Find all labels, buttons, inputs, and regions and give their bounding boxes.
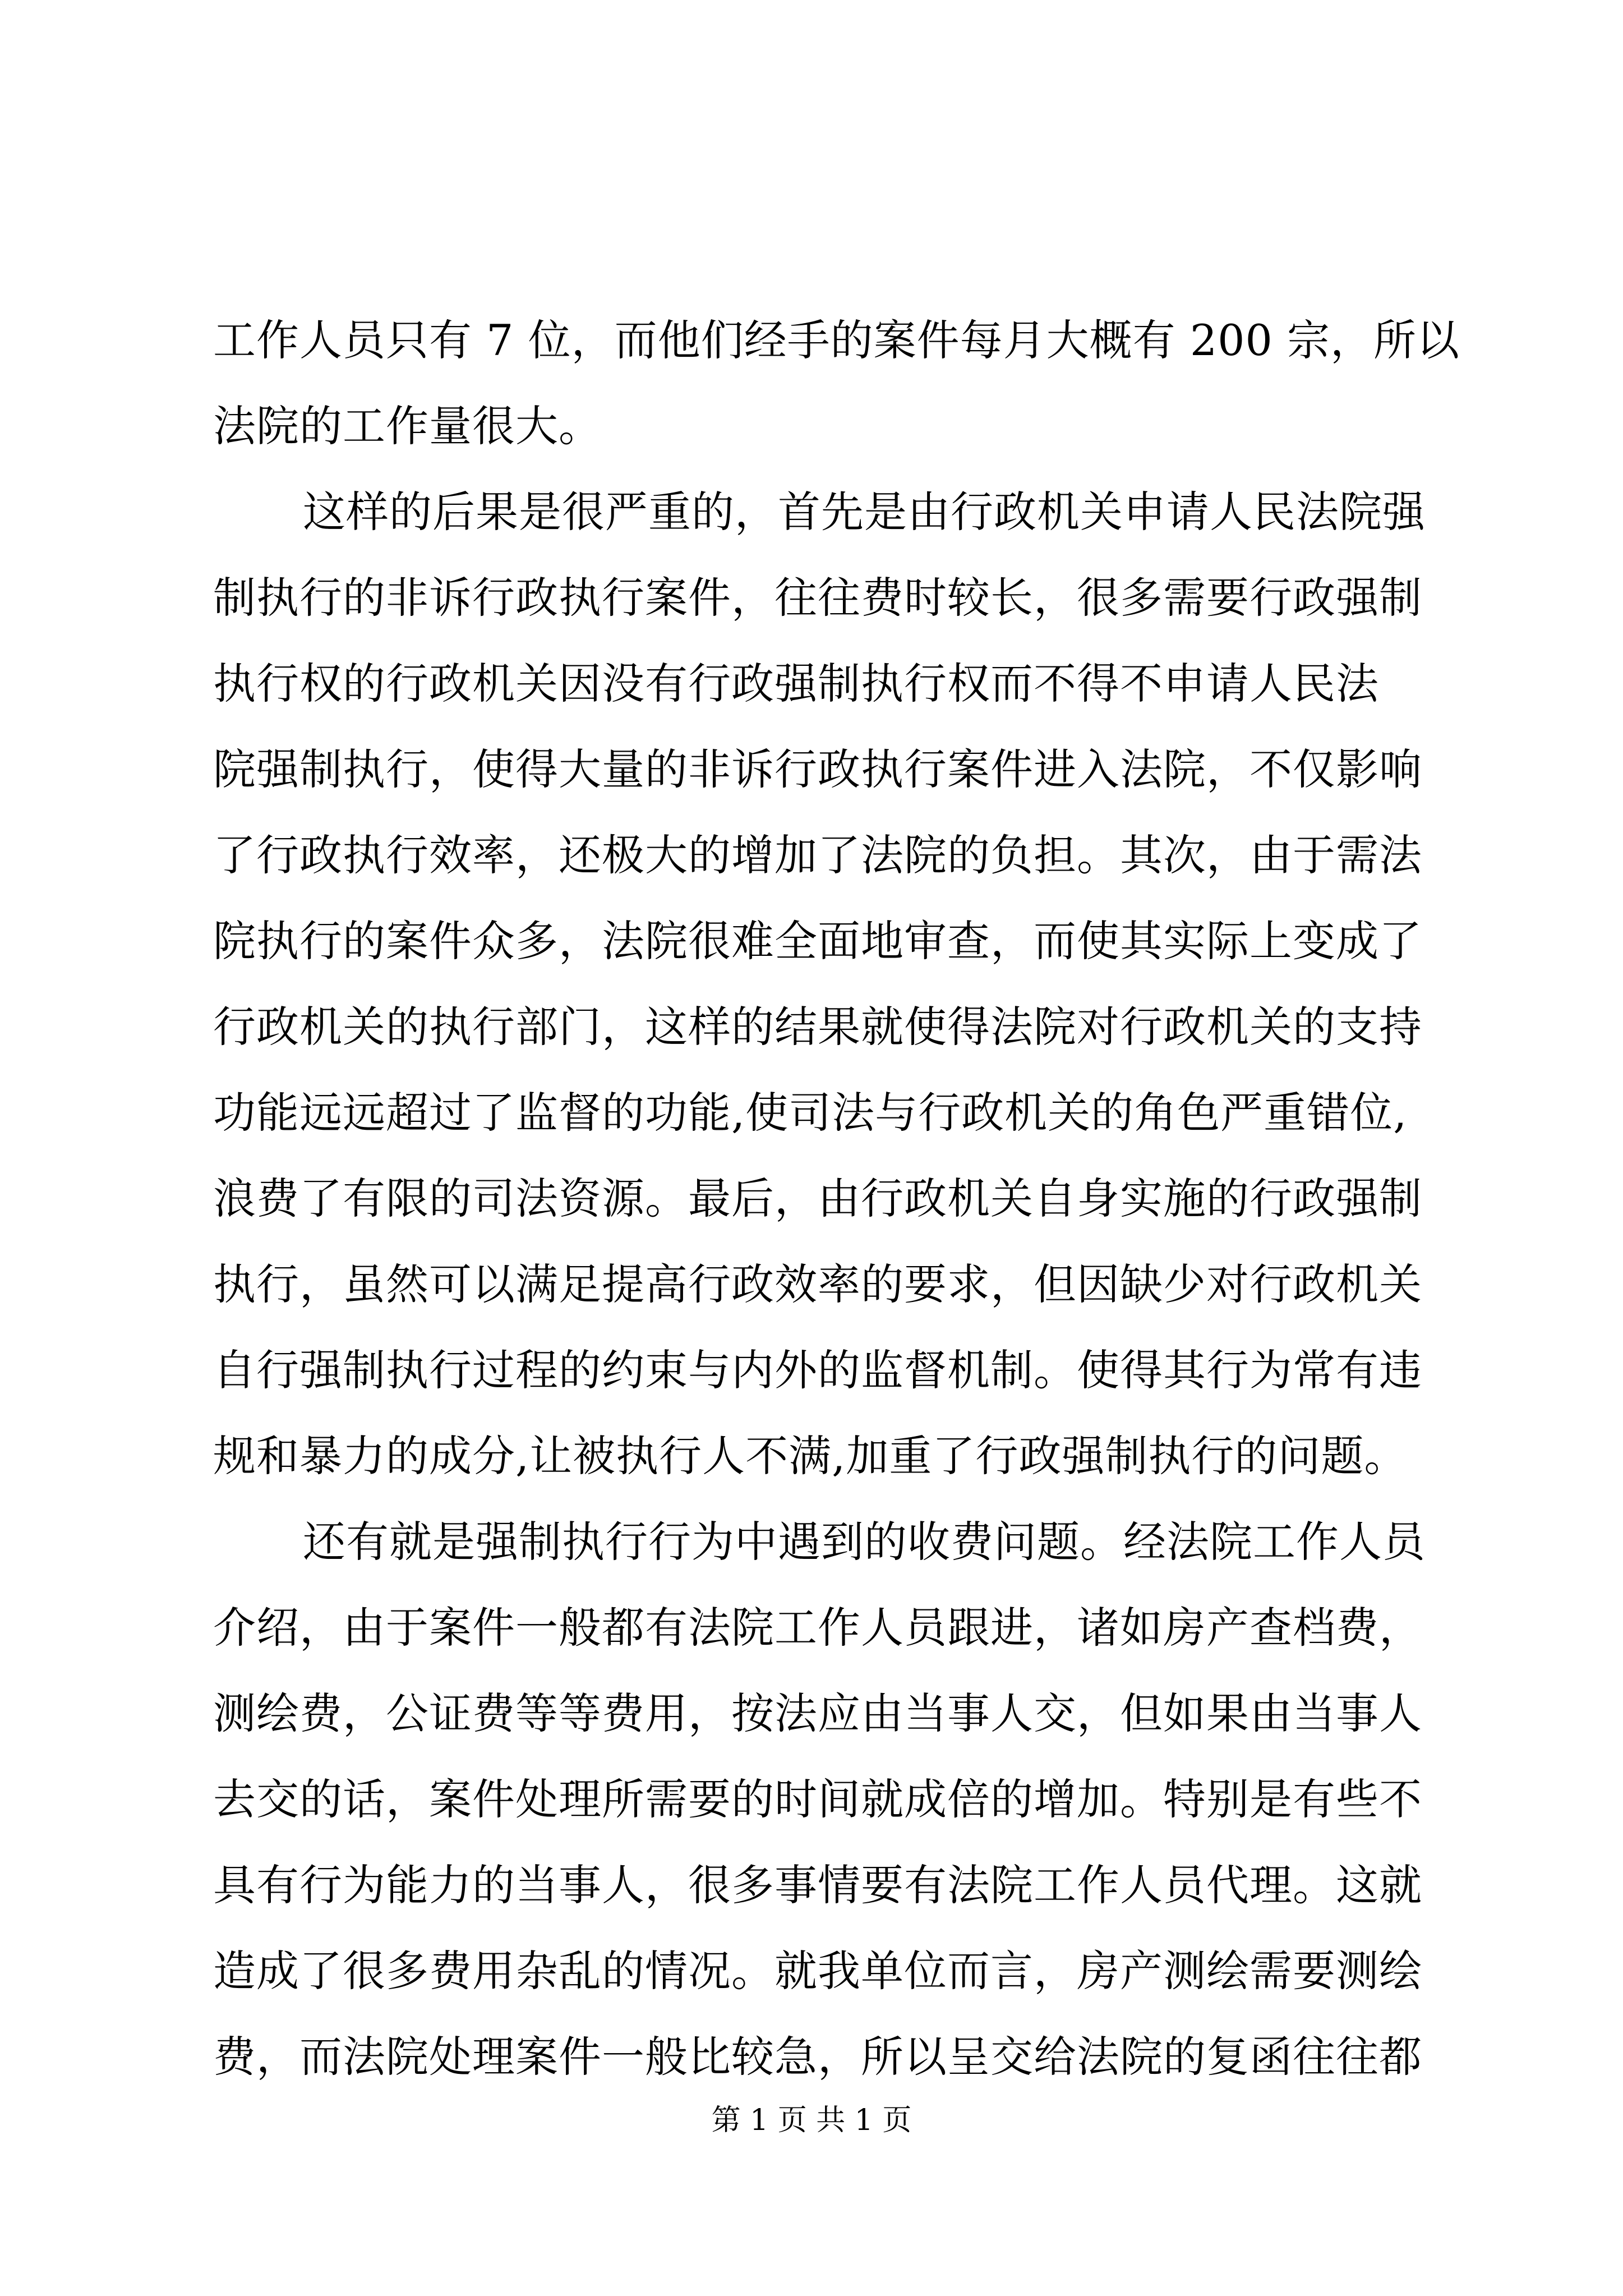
text-line: 工作人员只有 7 位，而他们经手的案件每月大概有 200 宗，所以 bbox=[213, 315, 1460, 365]
text-line: 造成了很多费用杂乱的情况。就我单位而言，房产测绘需要测绘 bbox=[213, 1946, 1422, 1996]
text-line: 执行权的行政机关因没有行政强制执行权而不得不申请人民法 bbox=[213, 659, 1379, 708]
text-line: 测绘费，公证费等等费用，按法应由当事人交，但如果由当事人 bbox=[213, 1688, 1422, 1738]
text-line: 去交的话，案件处理所需要的时间就成倍的增加。特别是有些不 bbox=[213, 1774, 1422, 1824]
text-line: 行政机关的执行部门，这样的结果就使得法院对行政机关的支持 bbox=[213, 1002, 1422, 1052]
text-line: 执行，虽然可以满足提高行政效率的要求，但因缺少对行政机关 bbox=[213, 1259, 1422, 1309]
page-footer: 第 1 页 共 1 页 bbox=[711, 2104, 912, 2137]
text-line: 院强制执行，使得大量的非诉行政执行案件进入法院，不仅影响 bbox=[213, 744, 1422, 794]
text-line: 介绍，由于案件一般都有法院工作人员跟进，诸如房产查档费， bbox=[213, 1603, 1422, 1653]
text-line: 这样的后果是很严重的，首先是由行政机关申请人民法院强 bbox=[303, 487, 1426, 537]
text-line: 还有就是强制执行行为中遇到的收费问题。经法院工作人员 bbox=[303, 1517, 1426, 1567]
document-body bbox=[213, 297, 1460, 2100]
text-line: 功能远远超过了监督的功能,使司法与行政机关的角色严重错位, bbox=[213, 1088, 1408, 1138]
text-line: 浪费了有限的司法资源。最后，由行政机关自身实施的行政强制 bbox=[213, 1174, 1422, 1223]
paragraph-1 bbox=[213, 297, 1460, 469]
text-line: 法院的工作量很大。 bbox=[213, 401, 602, 451]
text-line: 院执行的案件众多，法院很难全面地审查，而使其实际上变成了 bbox=[213, 916, 1422, 966]
text-line: 具有行为能力的当事人，很多事情要有法院工作人员代理。这就 bbox=[213, 1860, 1422, 1910]
text-line: 规和暴力的成分,让被执行人不满,加重了行政强制执行的问题。 bbox=[213, 1431, 1408, 1481]
text-line: 制执行的非诉行政执行案件，往往费时较长，很多需要行政强制 bbox=[213, 573, 1422, 623]
text-line: 了行政执行效率，还极大的增加了法院的负担。其次，由于需法 bbox=[213, 830, 1422, 880]
paragraph-2 bbox=[213, 469, 1436, 1499]
text-line: 自行强制执行过程的约束与内外的监督机制。使得其行为常有违 bbox=[213, 1345, 1422, 1395]
paragraph-3 bbox=[213, 1499, 1436, 2100]
text-line: 费，而法院处理案件一般比较急，所以呈交给法院的复函往往都 bbox=[213, 2032, 1422, 2082]
